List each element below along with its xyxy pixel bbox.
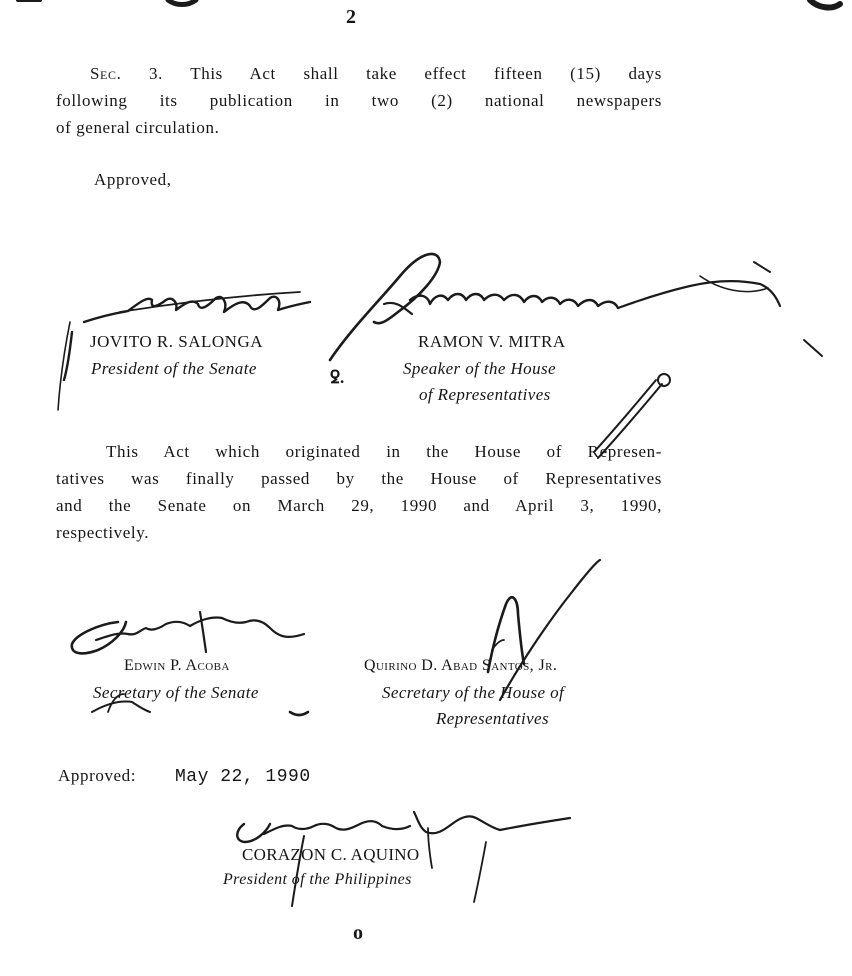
end-mark: o: [353, 922, 363, 944]
senate-secretary-name: Edwin P. Acoba: [124, 657, 230, 674]
senate-secretary-title: Secretary of the Senate: [93, 683, 259, 702]
page-number: 2: [346, 6, 356, 28]
approved-label: Approved,: [94, 170, 172, 189]
house-speaker-name: RAMON V. MITRA: [418, 332, 566, 351]
page-edge-marks: [18, 0, 840, 7]
house-speaker-title-line-2: of Representatives: [419, 385, 551, 404]
president-name: CORAZON C. AQUINO: [242, 845, 420, 864]
house-secretary-name: Quirino D. Abad Santos, Jr.: [364, 657, 558, 674]
section-3-line-1-text: . 3. This Act shall take effect fifteen (15) days: [116, 64, 662, 83]
passage-line-2: tatives was finally passed by the House of Representatives: [56, 469, 662, 488]
abad-santos-signature: [488, 560, 600, 700]
section-3-line-3: of general circulation.: [56, 118, 220, 137]
section-label: Sec: [90, 64, 117, 83]
section-3-paragraph: [56, 60, 662, 141]
mitra-signature: [330, 254, 822, 458]
section-3-line-2: following its publication in two (2) national newspapers: [56, 91, 662, 110]
senate-president-title: President of the Senate: [91, 359, 257, 378]
passage-line-1: This Act which originated in the House of Represen-: [106, 442, 662, 461]
house-secretary-title-line-1: Secretary of the House of: [382, 683, 565, 702]
passage-line-4: respectively.: [56, 523, 150, 542]
passage-note-paragraph: [56, 438, 662, 546]
house-secretary-title-line-2: Representatives: [436, 709, 549, 728]
house-speaker-title-line-1: Speaker of the House: [403, 359, 556, 378]
president-title: President of the Philippines: [223, 871, 412, 888]
section-3-line-1: [56, 60, 662, 87]
passage-line-3: and the Senate on March 29, 1990 and April 3, 1990,: [56, 496, 662, 515]
senate-president-name: JOVITO R. SALONGA: [90, 332, 263, 351]
final-approved-label: Approved:: [58, 766, 137, 785]
approval-date: May 22, 1990: [175, 767, 311, 787]
initials-mark: ꝿ.: [330, 368, 345, 387]
